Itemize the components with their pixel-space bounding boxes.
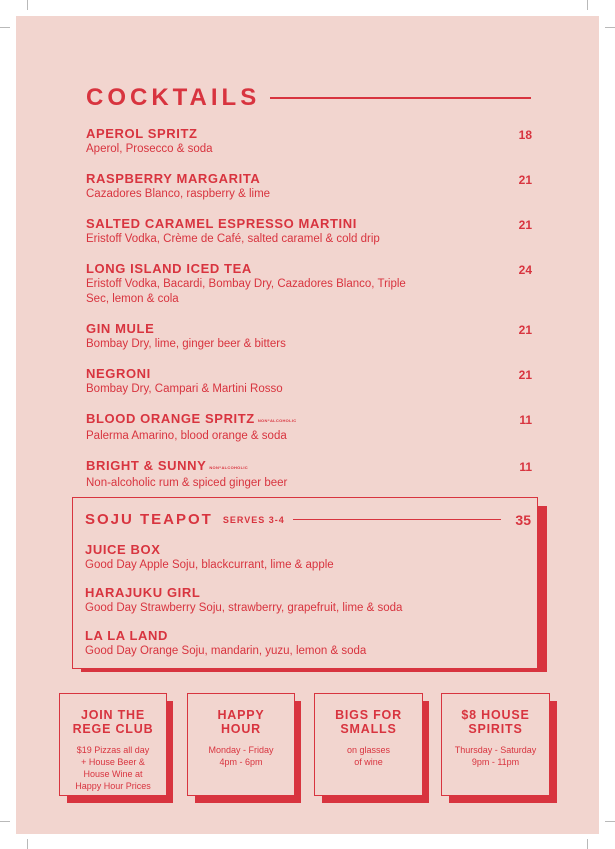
cocktail-price: 21 — [518, 173, 532, 187]
crop-mark — [27, 0, 28, 10]
crop-mark — [605, 821, 615, 822]
promo-box-happy-hour — [187, 693, 295, 796]
soju-teapot-box — [72, 497, 538, 669]
cocktail-item — [86, 458, 532, 491]
non-alcoholic-tag: non-alcoholic — [257, 418, 297, 424]
cocktail-name: RASPBERRY MARGARITA — [86, 171, 261, 186]
cocktail-price: 24 — [518, 263, 532, 277]
crop-mark — [605, 27, 615, 28]
soju-item-description: Good Day Strawberry Soju, strawberry, grapefruit, lime & soda — [85, 602, 403, 614]
promo-body: Thursday - Saturday 9pm - 11pm — [454, 745, 537, 767]
soju-divider — [293, 519, 502, 520]
cocktail-name: APEROL SPRITZ — [86, 126, 198, 141]
cocktail-description: Bombay Dry, Campari & Martini Rosso — [86, 383, 283, 395]
cocktail-description: Bombay Dry, lime, ginger beer & bitters — [86, 338, 286, 350]
crop-mark — [0, 821, 10, 822]
cocktail-item — [86, 261, 532, 307]
cocktail-description: Aperol, Prosecco & soda — [86, 143, 213, 155]
soju-header — [85, 511, 531, 528]
promo-body: on glasses of wine — [346, 745, 391, 767]
soju-item-name: HARAJUKU GIRL — [85, 585, 201, 600]
cocktail-price: 21 — [518, 218, 532, 232]
cocktail-name-row — [86, 411, 532, 429]
cocktail-item — [86, 366, 532, 397]
promo-title: $8 HOUSE SPIRITS — [461, 708, 530, 736]
soju-item-name: JUICE BOX — [85, 542, 161, 557]
cocktail-name: BLOOD ORANGE SPRITZ — [86, 411, 255, 426]
promo-title: JOIN THE REGE CLUB — [72, 708, 154, 736]
cocktail-price: 11 — [519, 460, 532, 474]
crop-mark — [587, 0, 588, 10]
non-alcoholic-tag: non-alcoholic — [209, 465, 248, 471]
promo-box-rege-club — [59, 693, 167, 796]
promo-box-house-spirits — [441, 693, 550, 796]
page-title: COCKTAILS — [86, 84, 261, 111]
soju-list — [85, 542, 525, 671]
crop-mark — [587, 839, 588, 849]
cocktail-name: SALTED CARAMEL ESPRESSO MARTINI — [86, 216, 357, 231]
soju-item-name: LA LA LAND — [85, 628, 169, 643]
soju-item — [85, 628, 525, 659]
cocktail-price: 11 — [519, 413, 532, 427]
cocktail-description: Cazadores Blanco, raspberry & lime — [86, 188, 271, 200]
cocktail-price: 21 — [518, 368, 532, 382]
promo-box-bigs-for-smalls — [314, 693, 423, 796]
cocktail-name: LONG ISLAND ICED TEA — [86, 261, 252, 276]
cocktail-name: BRIGHT & SUNNY — [86, 458, 207, 473]
cocktail-list — [86, 126, 532, 505]
cocktail-description: Non-alcoholic rum & spiced ginger beer — [86, 477, 288, 489]
crop-mark — [0, 27, 10, 28]
promo-title: BIGS FOR SMALLS — [335, 708, 402, 736]
crop-mark — [27, 839, 28, 849]
cocktail-price: 18 — [518, 128, 532, 142]
promo-body: Monday - Friday 4pm - 6pm — [208, 745, 274, 767]
soju-item — [85, 585, 525, 616]
cocktail-item — [86, 321, 532, 352]
soju-item — [85, 542, 525, 573]
soju-item-description: Good Day Apple Soju, blackcurrant, lime & apple — [85, 559, 334, 571]
cocktail-item — [86, 171, 532, 202]
cocktail-name: GIN MULE — [86, 321, 155, 336]
cocktail-description: Palerma Amarino, blood orange & soda — [86, 430, 287, 442]
cocktail-description: Eristoff Vodka, Crème de Café, salted caramel & cold drip — [86, 233, 380, 245]
soju-serves: SERVES 3-4 — [222, 514, 285, 525]
promo-body: $19 Pizzas all day + House Beer & House Wine at Happy Hour Prices — [75, 745, 151, 791]
cocktail-item — [86, 126, 532, 157]
soju-title: SOJU TEAPOT — [85, 511, 213, 528]
cocktail-description: Eristoff Vodka, Bacardi, Bombay Dry, Cazadores Blanco, Triple Sec, lemon & cola — [86, 278, 406, 305]
promo-title: HAPPY HOUR — [217, 708, 265, 736]
cocktails-header — [86, 84, 531, 112]
cocktail-name: NEGRONI — [86, 366, 151, 381]
cocktail-item — [86, 216, 532, 247]
soju-item-description: Good Day Orange Soju, mandarin, yuzu, lemon & soda — [85, 645, 367, 657]
header-divider — [270, 97, 531, 99]
cocktail-item — [86, 411, 532, 444]
cocktail-price: 21 — [518, 323, 532, 337]
soju-price: 35 — [515, 511, 531, 528]
cocktail-name-row — [86, 458, 532, 476]
